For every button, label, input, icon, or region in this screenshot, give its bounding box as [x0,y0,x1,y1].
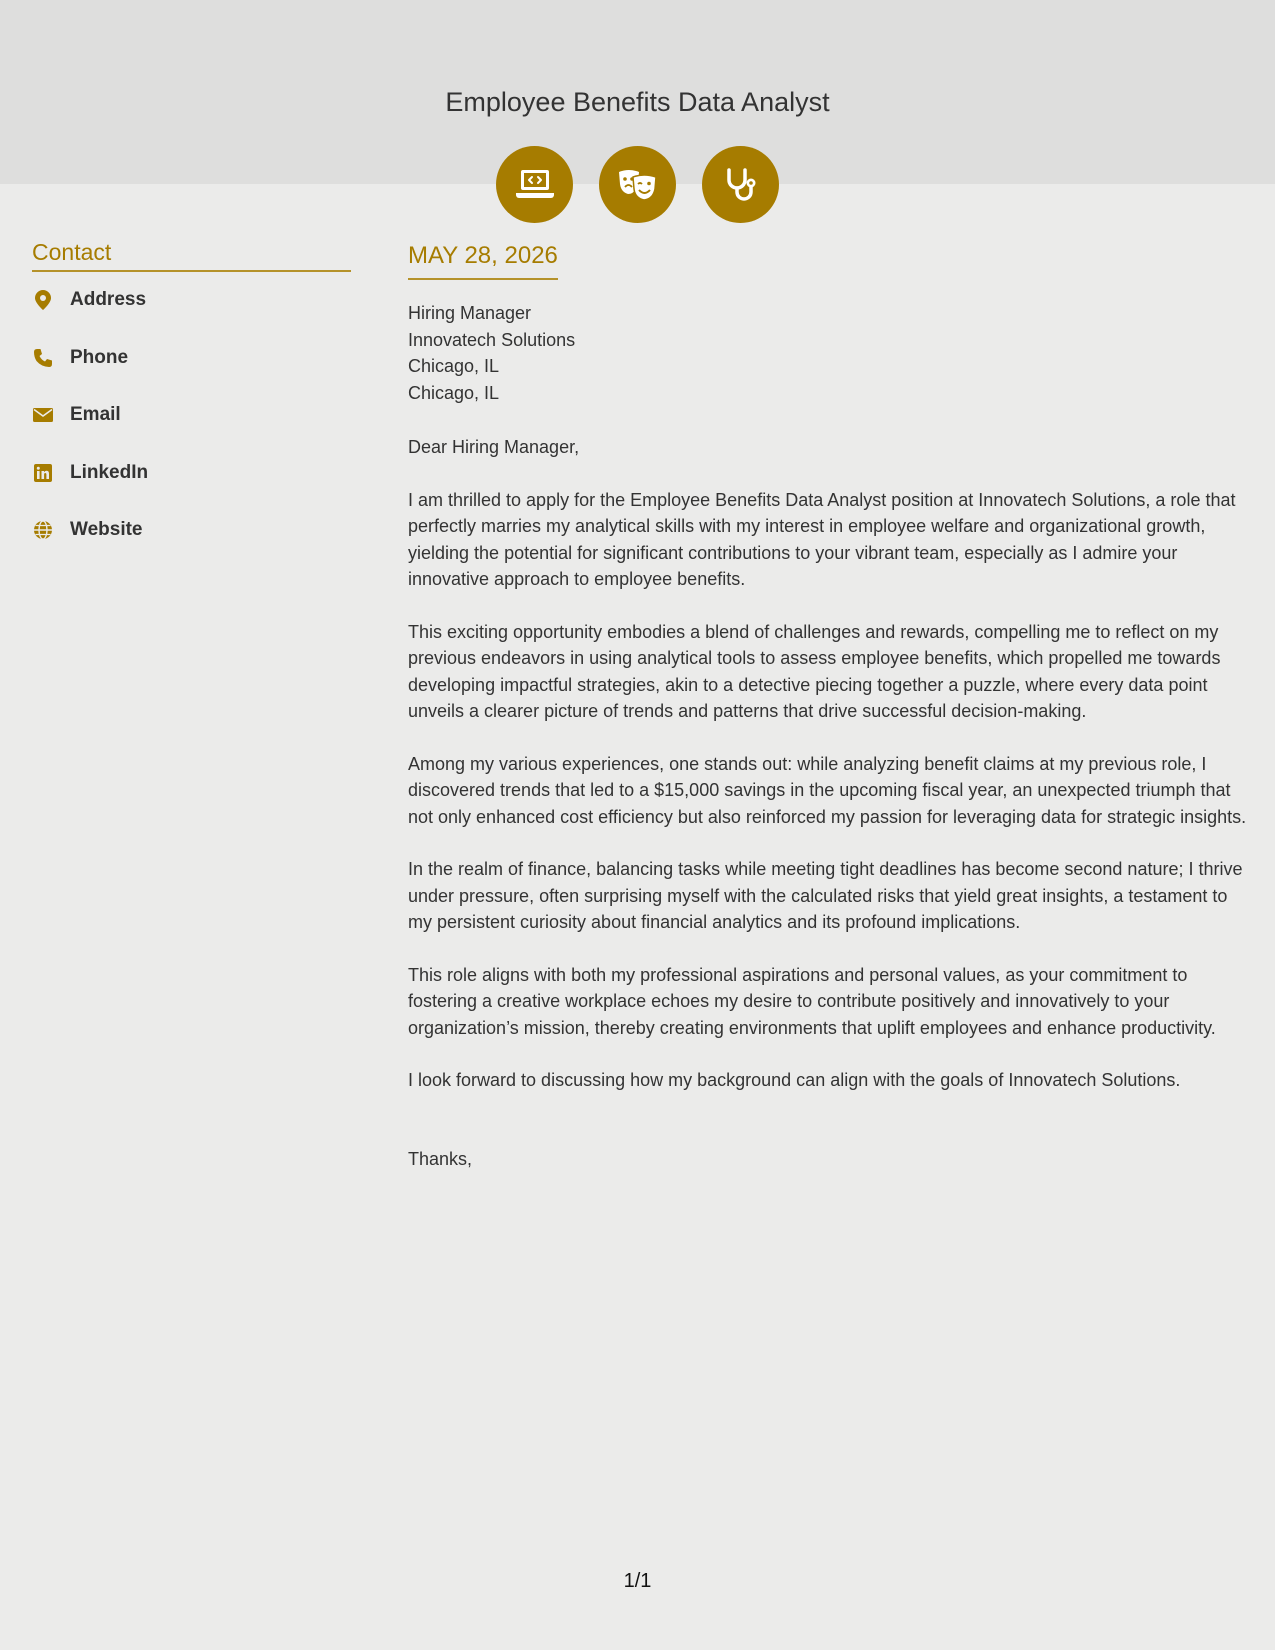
contact-list [32,284,351,546]
salutation: Dear Hiring Manager, [408,437,580,457]
letter-paragraph: In the realm of finance, balancing tasks while meeting tight deadlines has become second nature; I thrive under pressure, often surprising myself with the calculated risks that yield great insights, a testament to my persistent curiosity about financial analytics and its profound implications. [408,859,1243,932]
contact-label-phone: Phone [70,346,129,368]
map-marker-icon [32,289,54,311]
letter-paragraph: This exciting opportunity embodies a blend of challenges and rewards, compelling me to reflect on my previous endeavors in using analytical tools to assess employee benefits, which propelled me towards developing impactful strategies, akin to a detective piecing together a puzzle, where every data point unveils a clearer picture of trends and patterns that drive successful decision-making. [408,621,1221,721]
page-title: Employee Benefits Data Analyst [445,87,830,117]
contact-sidebar [32,236,351,572]
recipient-line: Chicago, IL [408,382,500,403]
contact-item-linkedin[interactable] [32,457,351,489]
contact-item-website[interactable] [32,514,351,546]
letter-paragraph: Among my various experiences, one stands out: while analyzing benefit claims at my previous role, I discovered trends that led to a $15,000 savings in the upcoming fiscal year, an unexpected triumph that not only enhanced cost efficiency but also reinforced my passion for leveraging data for strategic insights. [408,753,1247,827]
letter-paragraph: I look forward to discussing how my background can align with the goals of Innovatech Solutions. [408,1070,1181,1090]
theater-masks-icon [599,146,676,223]
letter-body [408,240,1248,1172]
letter-paragraph: I am thrilled to apply for the Employee Benefits Data Analyst position at Innovatech Solutions, a role that perfectly marries my analytical skills with my interest in employee welfare and organizational growth, yielding the potential for significant contributions to your vibrant team, especially as I admire your innovative approach to employee benefits. [408,489,1236,589]
contact-heading: Contact [32,236,351,272]
header-icon-row [0,146,1275,223]
stethoscope-icon [702,146,779,223]
recipient-block [408,300,1248,406]
contact-item-phone[interactable] [32,342,351,374]
contact-label-linkedin: LinkedIn [70,461,149,483]
globe-icon [32,519,54,541]
contact-item-address[interactable] [32,284,351,316]
phone-icon [32,347,54,369]
letter-paragraph: This role aligns with both my professional aspirations and personal values, as your commitment to fostering a creative workplace echoes my desire to contribute positively and innovatively to your organization’s mission, thereby creating environments that uplift employees and enhance productivity. [408,964,1216,1038]
contact-label-address: Address [70,289,147,310]
contact-label-email: Email [70,404,121,425]
contact-item-email[interactable] [32,399,351,431]
closing: Thanks, [408,1148,473,1169]
letter-date: MAY 28, 2026 [408,240,558,280]
page-number: 1/1 [623,1570,652,1592]
envelope-icon [32,404,54,426]
laptop-code-icon [496,146,573,223]
contact-label-website: Website [70,519,143,540]
recipient-line: Chicago, IL [408,356,500,376]
recipient-line: Hiring Manager [408,303,532,323]
recipient-line: Innovatech Solutions [408,329,576,350]
linkedin-icon [32,462,54,484]
